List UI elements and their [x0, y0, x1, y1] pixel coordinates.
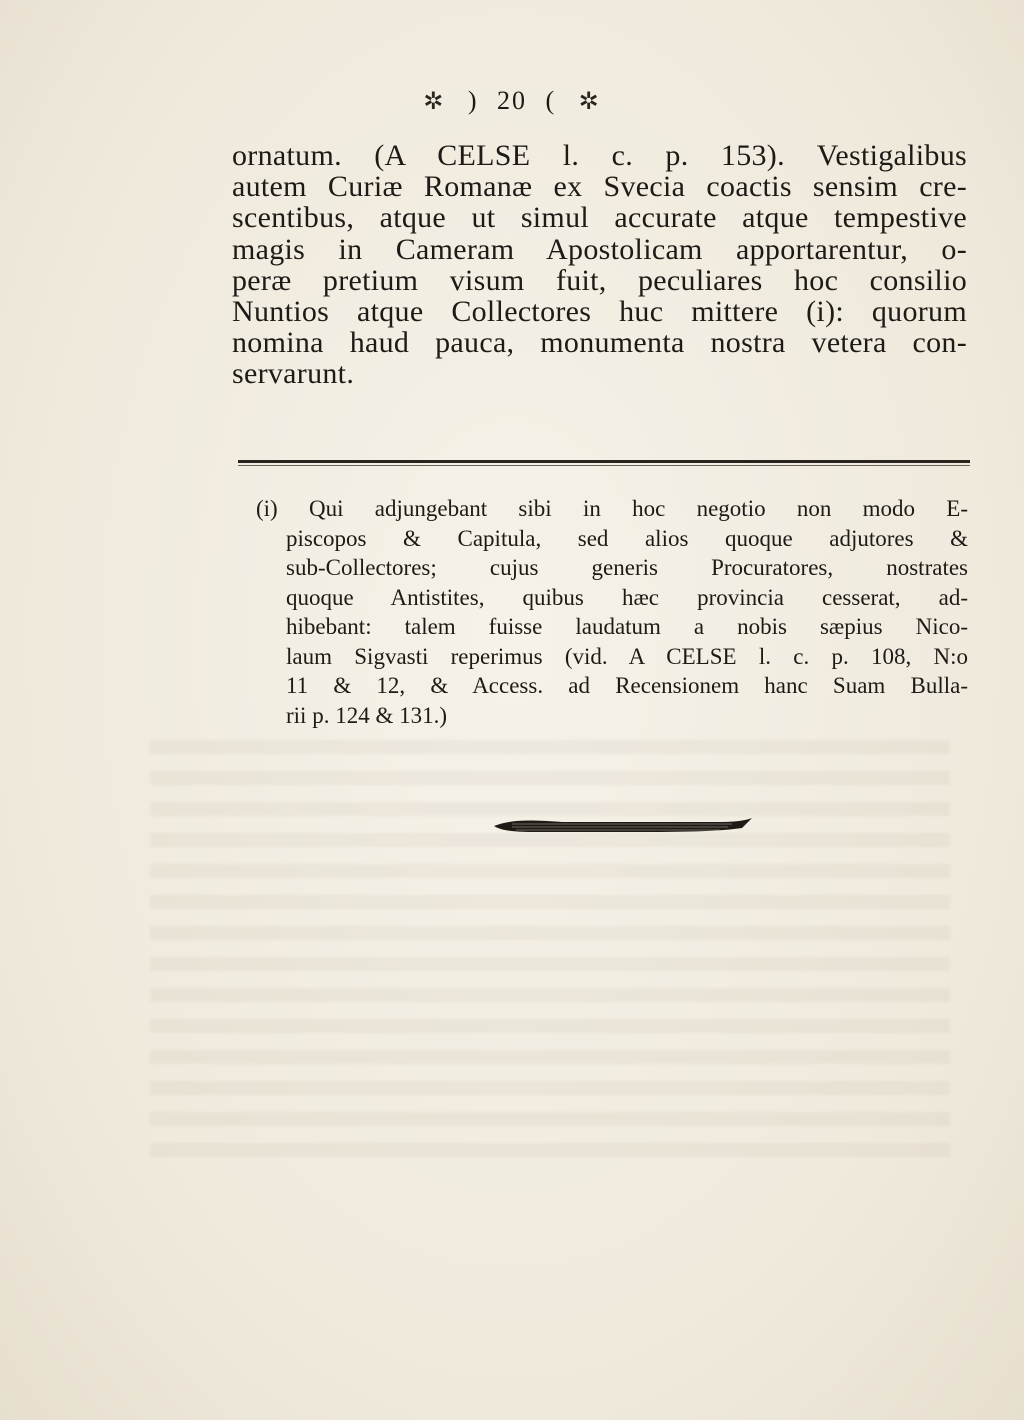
- body-line: magis in Cameram Apostolicam apportarentur, o-: [232, 232, 967, 266]
- body-line: nomina haud pauca, monumenta nostra vetera con-: [232, 326, 967, 360]
- body-line: servarunt.: [232, 357, 355, 391]
- footnote-line: 11 & 12, & Access. ad Recensionem hanc Suam Bulla-: [286, 673, 968, 698]
- body-line: peræ pretium visum fuit, peculiares hoc consilio: [232, 263, 967, 297]
- bleed-through-text: [150, 740, 950, 1160]
- body-line: Nuntios atque Collectores huc mittere (i): quorum: [232, 295, 967, 329]
- body-line: scentibus, atque ut simul accurate atque tempestive: [232, 201, 967, 235]
- footnote-rule: [238, 460, 970, 463]
- footnote-line: laum Sigvasti reperimus (vid. A CELSE l. c. p. 108, N:o: [286, 643, 968, 669]
- footnote-line: quoque Antistites, quibus hæc provincia cesserat, ad-: [286, 584, 968, 610]
- footnote-rule-thin: [238, 465, 970, 466]
- footnote-line: rii p. 124 & 131.): [286, 702, 447, 728]
- running-head: [0, 86, 1024, 116]
- body-line: autem Curiæ Romanæ ex Svecia coactis sensim cre-: [232, 170, 967, 204]
- body-line: ornatum. (A CELSE l. c. p. 153). Vestigalibus: [232, 139, 967, 172]
- star-ornament-left-icon: ✲: [423, 89, 446, 115]
- body-paragraph: [232, 140, 967, 390]
- footnote-line: piscopos & Capitula, sed alios quoque adjutores &: [286, 525, 968, 551]
- footnote-line: hibebant: talem fuisse laudatum a nobis sæpius Nico-: [286, 614, 968, 639]
- paren-left: (: [545, 86, 557, 115]
- footnote: [256, 494, 968, 730]
- end-ornament-icon: [492, 818, 754, 834]
- paren-right: ): [467, 86, 479, 115]
- star-ornament-right-icon: ✲: [578, 89, 601, 115]
- page-number: 20: [497, 86, 527, 115]
- footnote-line: sub-Collectores; cujus generis Procuratores, nostrates: [286, 555, 968, 580]
- footnote-line: (i) Qui adjungebant sibi in hoc negotio non modo E-: [256, 496, 968, 521]
